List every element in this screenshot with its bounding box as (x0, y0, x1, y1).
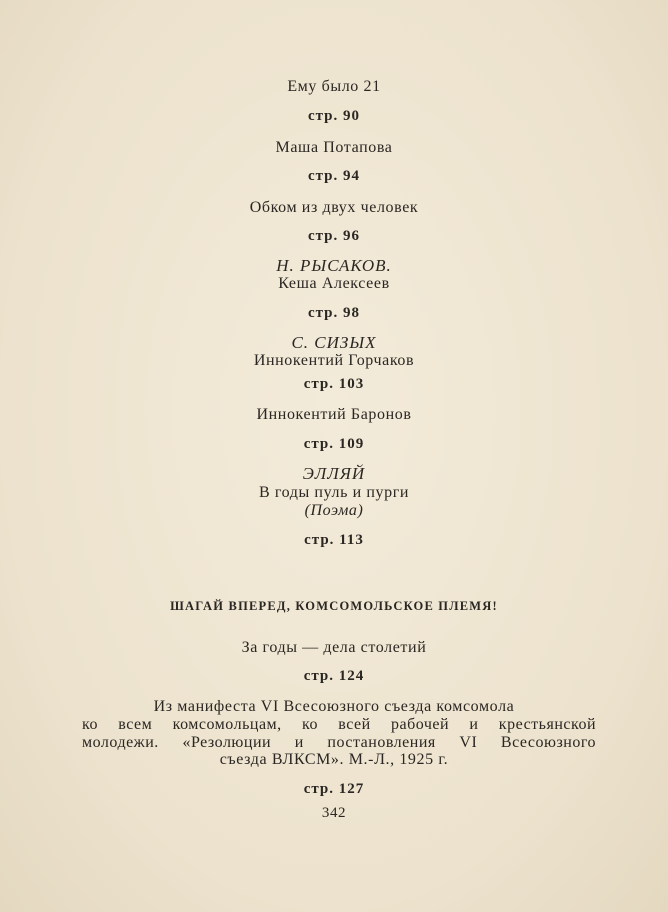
entry-title-line: ко всем комсомольцам, ко всей рабочей и крестьянской (82, 716, 596, 733)
entry-page: стр. 98 (307, 305, 361, 321)
entry-page: стр. 90 (307, 108, 361, 124)
entry-page: стр. 103 (303, 376, 365, 392)
entry-author: С. СИЗЫХ (291, 333, 377, 352)
section-heading: ШАГАЙ ВПЕРЕД, КОМСОМОЛЬСКОЕ ПЛЕМЯ! (170, 599, 498, 613)
entry-page: стр. 124 (303, 668, 365, 684)
entry-title: В годы пуль и пурги (258, 484, 410, 501)
entry-title: Обком из двух человек (249, 199, 419, 216)
entry-page: стр. 127 (303, 781, 365, 797)
entry-title: Кеша Алексеев (278, 275, 390, 292)
entry-title: Иннокентий Баронов (256, 406, 412, 423)
entry-title: Ему было 21 (287, 78, 381, 95)
entry-page: стр. 96 (307, 228, 361, 244)
entry-title: Маша Потапова (275, 139, 393, 156)
entry-title: Иннокентий Горчаков (253, 352, 415, 369)
entry-title: За годы — дела столетий (241, 639, 427, 656)
entry-author: Н. РЫСАКОВ. (276, 256, 392, 275)
page-number: 342 (321, 805, 347, 821)
entry-title-line: молодежи. «Резолюции и постановления VI Всесоюзного (82, 734, 596, 751)
entry-page: стр. 113 (304, 532, 364, 548)
entry-subtitle: (Поэма) (304, 502, 364, 519)
entry-author: ЭЛЛЯЙ (302, 464, 366, 483)
entry-title-line: Из манифеста VI Всесоюзного съезда комсомола (153, 698, 515, 715)
entry-page: стр. 109 (303, 436, 365, 452)
entry-title-line: съезда ВЛКСМ». М.-Л., 1925 г. (219, 751, 449, 768)
entry-page: стр. 94 (307, 168, 361, 184)
